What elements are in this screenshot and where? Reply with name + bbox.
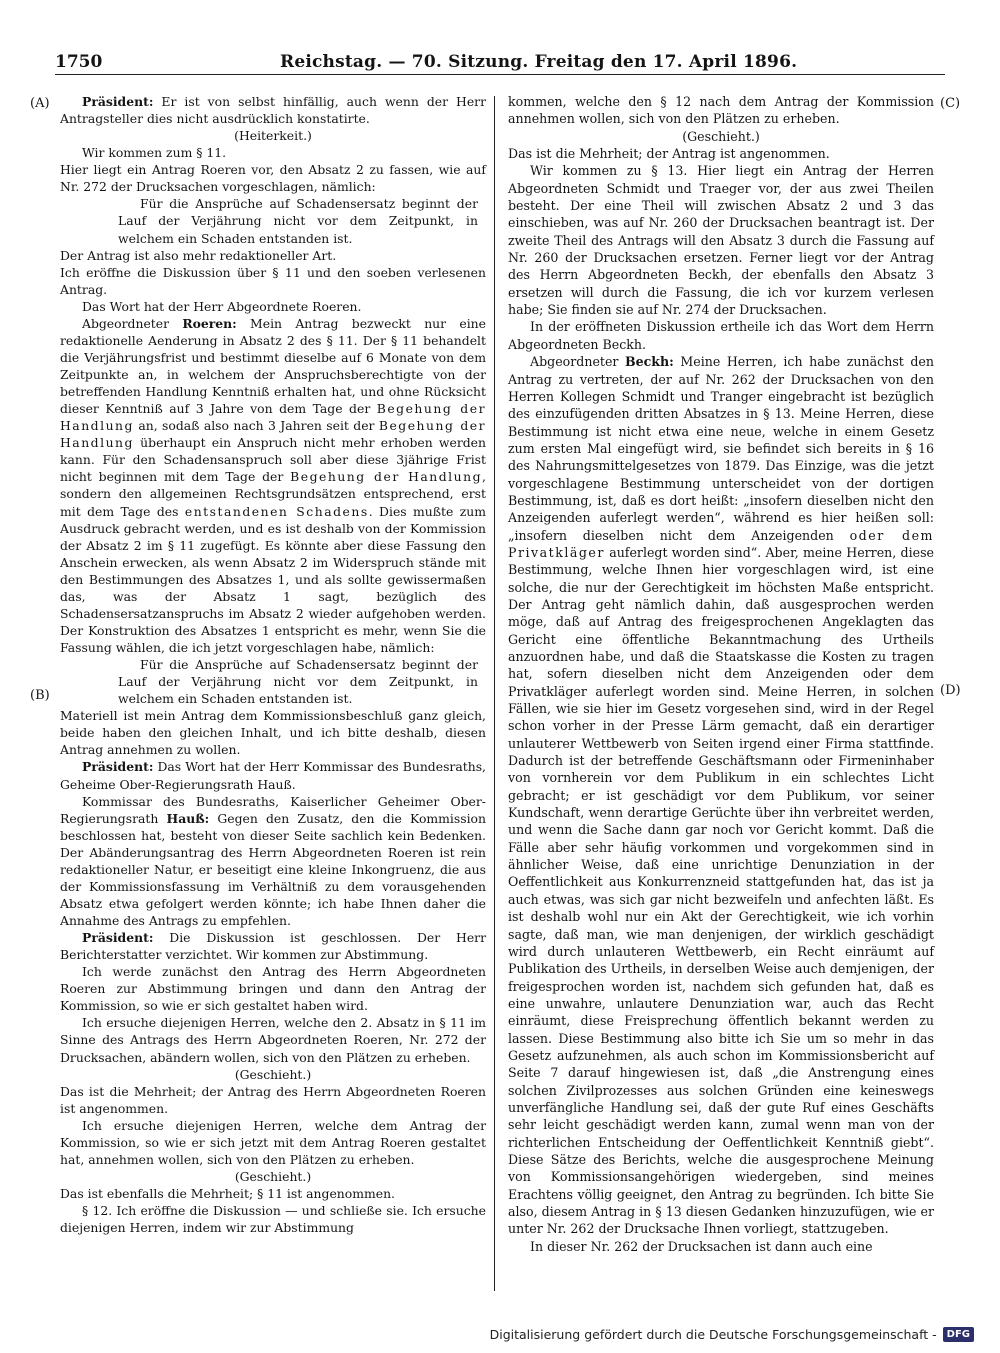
paragraph: § 12. Ich eröffne die Diskussion — und schließe sie. Ich ersuche diejenigen Herren, indem wir zur Abstimmung <box>60 1203 486 1236</box>
digitization-footer <box>490 1327 974 1342</box>
paragraph: In der eröffneten Diskussion ertheile ich das Wort dem Herrn Abgeordneten Beckh. <box>508 319 934 352</box>
paragraph: Präsident: Die Diskussion ist geschlossen. Der Herr Berichterstatter verzichtet. Wir kommen zur Abstimmung. <box>60 930 486 963</box>
page-number: 1750 <box>55 52 103 72</box>
block-quote: Für die Ansprüche auf Schadensersatz beginnt der Lauf der Verjährung nicht vor dem Zeitpunkt, in welchem ein Schaden entstanden ist. <box>118 657 478 707</box>
paragraph: Das ist die Mehrheit; der Antrag ist angenommen. <box>508 146 830 162</box>
paragraph: Das Wort hat der Herr Abgeordnete Roeren. <box>82 298 362 314</box>
paragraph: Ich ersuche diejenigen Herren, welche dem Antrag der Kommission, so wie er sich jetzt mit dem Antrag Roeren gestaltet hat, annehmen wollen, sich von den Plätzen zu erheben. <box>60 1117 486 1167</box>
margin-marker-c: (C) <box>940 96 961 111</box>
running-title: Reichstag. — 70. Sitzung. Freitag den 17. April 1896. <box>280 52 798 72</box>
stage-direction: (Geschieht.) <box>234 1168 312 1184</box>
paragraph: Ich ersuche diejenigen Herren, welche den 2. Absatz in § 11 im Sinne des Antrags des Herrn Abgeordneten Roeren, Nr. 272 der Drucksachen, abändern wollen, sich von den Plätzen zu erheben. <box>60 1015 486 1065</box>
dfg-logo-icon: DFG <box>943 1327 974 1342</box>
right-column <box>508 93 934 1255</box>
paragraph: kommen, welche den § 12 nach dem Antrag der Kommission annehmen wollen, sich von den Plätzen zu erheben. <box>508 94 934 127</box>
paragraph: Ich eröffne die Diskussion über § 11 und den soeben verlesenen Antrag. <box>60 264 486 297</box>
paragraph: Das ist die Mehrheit; der Antrag des Herrn Abgeordneten Roeren ist angenommen. <box>60 1083 486 1116</box>
speaker-name: Präsident: <box>82 94 154 109</box>
speaker-name: Präsident: <box>82 930 154 946</box>
paragraph: Ich werde zunächst den Antrag des Herrn Abgeordneten Roeren zur Abstimmung bringen und dann den Antrag der Kommission, so wie er sich gestaltet haben wird. <box>60 964 486 1014</box>
paragraph: Der Antrag ist also mehr redaktioneller Art. <box>60 247 337 263</box>
paragraph: Das ist ebenfalls die Mehrheit; § 11 ist angenommen. <box>60 1186 395 1201</box>
speech-roeren: Abgeordneter Roeren: Mein Antrag bezweckt nur eine redaktionelle Aenderung in Absatz 2 des § 11. Der § 11 behandelt die Verjährungsfrist und bestimmt dieselbe auf 6 Monate von dem Zeitpunkte an, in welchem der Anspruchsberechtigte von der betreffenden Handlung Kenntniß erhalten hat, und ohne Rücksicht dieser Kenntniß auf 3 Jahre von dem Tage der Begehung der Handlung an, sodaß also nach 3 Jahren seit der Begehung der Handlung überhaupt ein Anspruch nicht mehr erhoben werden kann. Für den Schadensanspruch soll aber diese 3jährige Frist nicht beginnen mit dem Tage der Begehung der Handlung, sondern den allgemeinen Rechtsgrundsätzen entsprechend, erst mit dem Tage des entstandenen Schadens. Dies mußte zum Ausdruck gebracht werden, und es ist deshalb von der Kommission der Absatz 2 im § 11 zugefügt. Es könnte aber diese Fassung den Anschein erwecken, als wenn Absatz 2 im Widerspruch stände mit den Bestimmungen des Absatzes 1, und als sollte gewissermaßen das, was der Absatz 1 sagt, bezüglich des Schadensersatzanspruchs im Absatz 2 wieder aufgehoben werden. Der Konstruktion des Absatzes 1 entspricht es mehr, wenn Sie die Fassung wählen, die ich jetzt vorgeschlagen habe, nämlich: <box>60 315 487 655</box>
paragraph: Materiell ist mein Antrag dem Kommissionsbeschluß ganz gleich, beide haben den gleichen Inhalt, und ich bitte deshalb, diesen Antrag annehmen zu wollen. <box>60 708 486 758</box>
page-header <box>55 48 945 74</box>
paragraph: Hier liegt ein Antrag Roeren vor, den Absatz 2 zu fassen, wie auf Nr. 272 der Drucksachen vorgeschlagen, nämlich: <box>60 162 486 195</box>
paragraph: Wir kommen zu § 13. Hier liegt ein Antrag der Herren Abgeordneten Schmidt und Traeger vor, der aus zwei Theilen besteht. Der eine Theil will zwischen Absatz 2 und 3 das einschieben, was auf Nr. 260 der Drucksachen beantragt ist. Der zweite Theil des Antrags will den Absatz 3 durch die Fassung auf Nr. 260 der Drucksachen ersetzen. Ferner liegt vor der Antrag des Herrn Abgeordneten Beckh, der ebenfalls den Absatz 3 ersetzen will durch die Fassung, die ich vor kurzem verlesen habe; Sie finden sie auf Nr. 274 der Drucksachen. <box>508 163 934 318</box>
paragraph: Präsident: Er ist von selbst hinfällig, auch wenn der Herr Antragsteller dies nicht ausdrücklich konstatirte. <box>60 94 486 127</box>
left-column <box>60 93 486 1236</box>
margin-marker-d: (D) <box>940 683 961 698</box>
paragraph: In dieser Nr. 262 der Drucksachen ist dann auch eine <box>530 1238 873 1254</box>
block-quote: Für die Ansprüche auf Schadensersatz beginnt der Lauf der Verjährung nicht vor dem Zeitpunkt, in welchem ein Schaden entstanden ist. <box>118 196 478 246</box>
speaker-name: Roeren: <box>182 315 237 331</box>
speech-hauss: Kommissar des Bundesraths, Kaiserlicher Geheimer Ober-Regierungsrath Hauß: Gegen den Zusatz, den die Kommission beschlossen hat, besteht von dieser Seite sachlich kein Bedenken. Der Abänderungsantrag des Herrn Abgeordneten Roeren ist rein redaktioneller Natur, er beseitigt eine kleine Inkongruenz, die aus der Kommissionsfassung im Verhältniß zu dem vorausgehenden Absatz etwa gefolgert werden könnte; ich habe Ihnen daher die Annahme des Antrags zu empfehlen. <box>60 793 486 928</box>
stage-direction: (Heiterkeit.) <box>234 128 312 144</box>
paragraph: Präsident: Das Wort hat der Herr Kommissar des Bundesraths, Geheime Ober-Regierungsrath Hauß. <box>60 759 486 792</box>
speech-beckh: Abgeordneter Beckh: Meine Herren, ich habe zunächst den Antrag zu vertreten, der auf Nr. 262 der Drucksachen von den Herren Kollegen Schmidt und Tranger eingebracht ist bezüglich des einzufügenden dritten Absatzes in § 13. Meine Herren, diese Bestimmung ist nicht etwa eine neue, welche in einem Gesetz zum ersten Mal eingefügt wird, sie befindet sich bereits in § 16 des Nahrungsmittelgesetzes von 1879. Das Einzige, was die jetzt vorgeschlagene Bestimmung unterscheidet von der dortigen Bestimmung, ist, daß es dort heißt: „insofern dieselben nicht den Anzeigenden auferlegt werden“, während es hier heißen soll: „insofern dieselben nicht dem Anzeigenden oder dem Privatkläger auferlegt worden sind“. Aber, meine Herren, diese Bestimmung, welche Ihnen hier vorgeschlagen wird, ist eine solche, die nur der Gerechtigkeit im höchsten Maße entspricht. Der Antrag geht nämlich dahin, daß ausgesprochen werden möge, daß auf Antrag des freigesprochenen Angeklagten das Gericht eine öffentliche Bekanntmachung des Urtheils anzuordnen habe, und daß die Staatskasse die Kosten zu tragen hat, sofern dieselben nicht dem Anzeigenden oder dem Privatkläger auferlegt worden sind. Meine Herren, in solchen Fällen, wie sie hier im Gesetz vorgesehen sind, wird in der Regel schon vorher in der Presse Lärm gemacht, daß ein derartiger unlauterer Wettbewerb von Seiten irgend einer Firma stattfinde. Dadurch ist der betreffende Geschäftsmann oder Firmeninhaber von vornherein vor dem Publikum in ein schlechtes Licht gebracht; er ist geschädigt vor dem Publikum, vor seiner Kundschaft, wenn derartige Gerüchte über ihn verbreitet werden, und wenn die Sache dann gar noch vor Gericht kommt. Daß die Fälle aber sehr häufig vorkommen und vorgekommen sind in ähnlicher Weise, daß eine unrichtige Denunziation in der Oeffentlichkeit aus Konkurrenzneid stattgefunden hat, das ist ja auch etwas, was sich gar nicht bezweifeln und anfechten läßt. Es ist deshalb wohl nur ein Akt der Gerechtigkeit, wie ich vorhin sagte, daß man, wie man denjenigen, der wirklich geschädigt wird durch unlauteren Wettbewerb, ein Recht einräumt auf Publikation des Urtheils, in derselben Weise auch demjenigen, der freigesprochen worden ist, nachdem sich gefunden hat, daß es eine unwahre, unlautere Denunziation war, auch das Recht einräumt, diese Freisprechung öffentlich bekannt werden zu lassen. Diese Bestimmung also bitte ich Sie um so mehr in das Gesetz aufzunehmen, als auch schon im Kommissionsbericht auf Seite 7 darauf hingewiesen ist, daß „die Anstrengung eines solchen Zivilprozesses aus solchen Gründen eine keineswegs unverfängliche Handlung sei, daß der gute Ruf eines Geschäfts sehr leicht geschädigt werden kann, zumal wenn man von der richterlichen Entscheidung der Oeffentlichkeit Kenntniß giebt“. Diese Sätze des Berichts, welche die ausgesprochene Meinung von Kommissionsangehörigen wiedergeben, sind meines Erachtens völlig geeignet, den Antrag zu begründen. Ich bitte Sie also, diesem Antrag in § 13 diesen Gedanken hinzuzufügen, wie er unter Nr. 262 der Drucksache Ihnen vorliegt, stattzugeben. <box>508 354 934 1237</box>
margin-marker-b: (B) <box>30 688 50 703</box>
speaker-name: Präsident: <box>82 759 154 775</box>
margin-marker-a: (A) <box>30 96 50 111</box>
stage-direction: (Geschieht.) <box>234 1066 312 1082</box>
speaker-name: Beckh: <box>624 354 674 370</box>
column-divider <box>494 96 495 1291</box>
speaker-name: Hauß: <box>166 810 210 826</box>
stage-direction: (Geschieht.) <box>682 128 760 144</box>
header-rule <box>55 74 945 75</box>
paragraph: Wir kommen zum § 11. <box>82 145 227 161</box>
footer-credit: Digitalisierung gefördert durch die Deutsche Forschungsgemeinschaft - <box>489 1327 937 1342</box>
